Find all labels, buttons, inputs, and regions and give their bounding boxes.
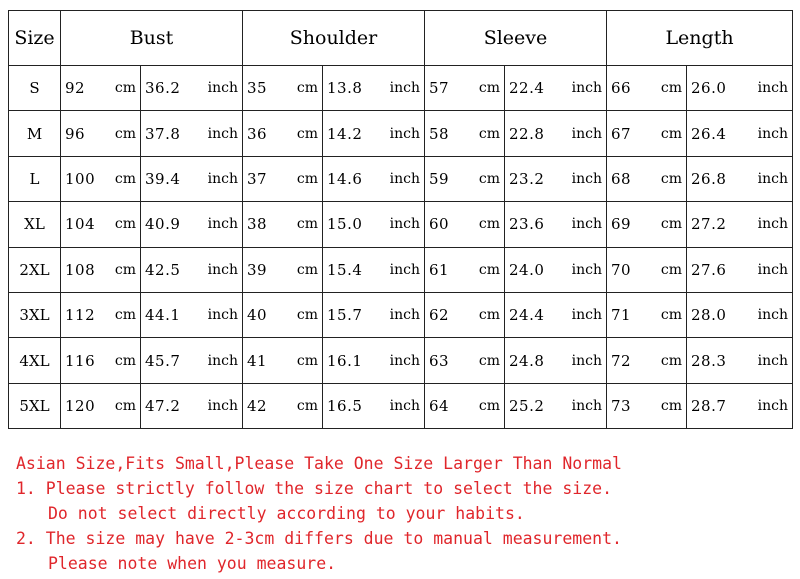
measure-unit: cm bbox=[296, 352, 318, 369]
measure-value: 57 bbox=[429, 79, 450, 98]
measure-cell-shoulder-in bbox=[323, 338, 425, 383]
measure-cell-sleeve-in bbox=[505, 247, 607, 292]
measure-value: 45.7 bbox=[145, 351, 181, 370]
measure-value: 24.0 bbox=[509, 260, 545, 279]
measure-unit: inch bbox=[389, 307, 420, 324]
measure-unit: inch bbox=[207, 261, 238, 278]
measure-unit: inch bbox=[207, 216, 238, 233]
measure-unit: cm bbox=[296, 80, 318, 97]
measure-value: 42.5 bbox=[145, 260, 181, 279]
measure-cell-sleeve-cm bbox=[425, 338, 505, 383]
measure-cell-bust-cm bbox=[61, 111, 141, 156]
measure-cell-bust-cm bbox=[61, 338, 141, 383]
header-sleeve: Sleeve bbox=[425, 11, 607, 66]
measure-cell-bust-in bbox=[141, 66, 243, 111]
measure-unit: cm bbox=[296, 125, 318, 142]
measure-value: 23.6 bbox=[509, 215, 545, 234]
measure-unit: inch bbox=[757, 307, 789, 324]
measure-unit: cm bbox=[660, 261, 682, 278]
measure-cell-shoulder-in bbox=[323, 383, 425, 428]
measure-cell-length-in bbox=[687, 111, 793, 156]
table-body bbox=[9, 66, 793, 429]
measure-cell-shoulder-cm bbox=[243, 383, 323, 428]
measure-value: 63 bbox=[429, 351, 450, 370]
size-label-cell: 2XL bbox=[9, 247, 61, 292]
header-size: Size bbox=[9, 11, 61, 66]
measure-value: 24.4 bbox=[509, 306, 545, 325]
measure-cell-length-cm bbox=[607, 202, 687, 247]
measure-unit: inch bbox=[389, 352, 420, 369]
measure-cell-shoulder-in bbox=[323, 247, 425, 292]
measure-cell-bust-cm bbox=[61, 383, 141, 428]
measure-cell-length-cm bbox=[607, 292, 687, 337]
size-table bbox=[8, 10, 793, 429]
measure-value: 66 bbox=[611, 79, 632, 98]
measure-unit: cm bbox=[114, 352, 136, 369]
measure-cell-bust-in bbox=[141, 292, 243, 337]
measure-cell-shoulder-cm bbox=[243, 247, 323, 292]
measure-unit: cm bbox=[660, 307, 682, 324]
measure-unit: inch bbox=[207, 125, 238, 142]
measure-cell-bust-in bbox=[141, 383, 243, 428]
measure-value: 44.1 bbox=[145, 306, 181, 325]
measure-value: 100 bbox=[65, 169, 96, 188]
measure-value: 60 bbox=[429, 215, 450, 234]
table-row bbox=[9, 383, 793, 428]
measure-cell-bust-cm bbox=[61, 292, 141, 337]
measure-cell-sleeve-cm bbox=[425, 66, 505, 111]
measure-value: 27.6 bbox=[691, 260, 727, 279]
measure-cell-shoulder-cm bbox=[243, 156, 323, 201]
header-shoulder: Shoulder bbox=[243, 11, 425, 66]
header-length: Length bbox=[607, 11, 793, 66]
measure-cell-bust-in bbox=[141, 338, 243, 383]
table-row bbox=[9, 338, 793, 383]
measure-value: 73 bbox=[611, 396, 632, 415]
measure-value: 16.1 bbox=[327, 351, 363, 370]
measure-value: 14.6 bbox=[327, 169, 363, 188]
measure-value: 28.7 bbox=[691, 396, 727, 415]
note-2-continued: Please note when you measure. bbox=[48, 554, 337, 573]
measure-cell-bust-cm bbox=[61, 247, 141, 292]
size-label-cell: M bbox=[9, 111, 61, 156]
measure-unit: inch bbox=[571, 307, 602, 324]
measure-unit: inch bbox=[207, 170, 238, 187]
measure-unit: inch bbox=[757, 80, 789, 97]
measure-unit: cm bbox=[296, 397, 318, 414]
measure-value: 38 bbox=[247, 215, 268, 234]
measure-cell-shoulder-cm bbox=[243, 66, 323, 111]
table-row bbox=[9, 292, 793, 337]
measure-unit: cm bbox=[478, 397, 500, 414]
measure-unit: cm bbox=[296, 307, 318, 324]
size-label-cell: 4XL bbox=[9, 338, 61, 383]
measure-value: 36.2 bbox=[145, 79, 181, 98]
measure-unit: cm bbox=[114, 397, 136, 414]
size-label-cell: L bbox=[9, 156, 61, 201]
measure-value: 67 bbox=[611, 124, 632, 143]
measure-unit: inch bbox=[389, 261, 420, 278]
measure-unit: inch bbox=[571, 216, 602, 233]
measure-unit: cm bbox=[296, 216, 318, 233]
measure-value: 28.0 bbox=[691, 306, 727, 325]
measure-unit: inch bbox=[571, 170, 602, 187]
measure-value: 61 bbox=[429, 260, 450, 279]
measure-unit: cm bbox=[478, 307, 500, 324]
measure-unit: cm bbox=[114, 261, 136, 278]
measure-cell-sleeve-in bbox=[505, 111, 607, 156]
measure-value: 37.8 bbox=[145, 124, 181, 143]
measure-unit: cm bbox=[478, 170, 500, 187]
table-row bbox=[9, 202, 793, 247]
measure-cell-length-in bbox=[687, 338, 793, 383]
measure-cell-bust-in bbox=[141, 247, 243, 292]
measure-unit: inch bbox=[207, 397, 238, 414]
measure-cell-sleeve-in bbox=[505, 338, 607, 383]
measure-value: 14.2 bbox=[327, 124, 363, 143]
note-1: 1. Please strictly follow the size chart to select the size. bbox=[16, 479, 613, 498]
measure-value: 15.0 bbox=[327, 215, 363, 234]
header-bust: Bust bbox=[61, 11, 243, 66]
measure-unit: inch bbox=[389, 125, 420, 142]
measure-value: 15.4 bbox=[327, 260, 363, 279]
measure-unit: inch bbox=[757, 125, 789, 142]
measure-value: 72 bbox=[611, 351, 632, 370]
measure-cell-bust-in bbox=[141, 202, 243, 247]
measure-unit: cm bbox=[478, 80, 500, 97]
measure-unit: cm bbox=[478, 261, 500, 278]
measure-unit: inch bbox=[757, 170, 789, 187]
measure-value: 40.9 bbox=[145, 215, 181, 234]
size-chart bbox=[8, 10, 792, 429]
table-row bbox=[9, 247, 793, 292]
measure-cell-shoulder-in bbox=[323, 111, 425, 156]
size-notes bbox=[16, 451, 786, 576]
measure-value: 25.2 bbox=[509, 396, 545, 415]
measure-unit: inch bbox=[389, 170, 420, 187]
measure-value: 15.7 bbox=[327, 306, 363, 325]
measure-cell-bust-cm bbox=[61, 66, 141, 111]
measure-cell-length-cm bbox=[607, 247, 687, 292]
measure-value: 92 bbox=[65, 79, 86, 98]
measure-value: 41 bbox=[247, 351, 268, 370]
measure-cell-shoulder-in bbox=[323, 202, 425, 247]
measure-cell-sleeve-in bbox=[505, 292, 607, 337]
measure-value: 16.5 bbox=[327, 396, 363, 415]
measure-cell-sleeve-cm bbox=[425, 247, 505, 292]
measure-unit: cm bbox=[660, 80, 682, 97]
measure-unit: cm bbox=[478, 352, 500, 369]
measure-cell-sleeve-in bbox=[505, 66, 607, 111]
measure-value: 69 bbox=[611, 215, 632, 234]
measure-cell-length-in bbox=[687, 247, 793, 292]
measure-unit: cm bbox=[660, 125, 682, 142]
measure-unit: cm bbox=[296, 170, 318, 187]
measure-value: 39.4 bbox=[145, 169, 181, 188]
note-2: 2. The size may have 2-3cm differs due to manual measurement. bbox=[16, 529, 622, 548]
measure-value: 70 bbox=[611, 260, 632, 279]
measure-cell-bust-cm bbox=[61, 202, 141, 247]
measure-cell-sleeve-in bbox=[505, 383, 607, 428]
measure-unit: inch bbox=[389, 397, 420, 414]
measure-value: 108 bbox=[65, 260, 96, 279]
measure-unit: cm bbox=[660, 397, 682, 414]
measure-cell-shoulder-cm bbox=[243, 292, 323, 337]
measure-unit: cm bbox=[114, 307, 136, 324]
measure-value: 68 bbox=[611, 169, 632, 188]
measure-unit: inch bbox=[757, 216, 789, 233]
measure-cell-sleeve-in bbox=[505, 202, 607, 247]
measure-value: 104 bbox=[65, 215, 96, 234]
measure-cell-length-in bbox=[687, 292, 793, 337]
measure-cell-shoulder-cm bbox=[243, 338, 323, 383]
measure-unit: cm bbox=[478, 216, 500, 233]
measure-cell-shoulder-cm bbox=[243, 202, 323, 247]
size-label-cell: 3XL bbox=[9, 292, 61, 337]
size-label-cell: XL bbox=[9, 202, 61, 247]
measure-unit: inch bbox=[207, 307, 238, 324]
measure-unit: inch bbox=[571, 261, 602, 278]
measure-value: 24.8 bbox=[509, 351, 545, 370]
measure-value: 116 bbox=[65, 351, 96, 370]
measure-cell-sleeve-cm bbox=[425, 156, 505, 201]
measure-value: 26.8 bbox=[691, 169, 727, 188]
measure-value: 71 bbox=[611, 306, 632, 325]
measure-unit: cm bbox=[114, 216, 136, 233]
measure-cell-shoulder-in bbox=[323, 156, 425, 201]
measure-unit: cm bbox=[114, 80, 136, 97]
measure-cell-length-cm bbox=[607, 383, 687, 428]
measure-value: 22.4 bbox=[509, 79, 545, 98]
measure-value: 23.2 bbox=[509, 169, 545, 188]
measure-unit: inch bbox=[571, 80, 602, 97]
measure-value: 120 bbox=[65, 396, 96, 415]
measure-unit: cm bbox=[114, 125, 136, 142]
measure-unit: inch bbox=[757, 397, 789, 414]
table-row bbox=[9, 66, 793, 111]
measure-cell-bust-in bbox=[141, 156, 243, 201]
measure-unit: inch bbox=[207, 80, 238, 97]
measure-cell-sleeve-cm bbox=[425, 383, 505, 428]
measure-cell-shoulder-cm bbox=[243, 111, 323, 156]
measure-value: 39 bbox=[247, 260, 268, 279]
measure-cell-sleeve-cm bbox=[425, 111, 505, 156]
measure-value: 58 bbox=[429, 124, 450, 143]
measure-cell-length-cm bbox=[607, 66, 687, 111]
measure-value: 28.3 bbox=[691, 351, 727, 370]
measure-cell-shoulder-in bbox=[323, 292, 425, 337]
measure-value: 112 bbox=[65, 306, 96, 325]
header-row bbox=[9, 11, 793, 66]
measure-value: 62 bbox=[429, 306, 450, 325]
measure-cell-length-cm bbox=[607, 338, 687, 383]
measure-cell-length-in bbox=[687, 66, 793, 111]
note-asian-size: Asian Size,Fits Small,Please Take One Size Larger Than Normal bbox=[16, 454, 622, 473]
measure-unit: cm bbox=[660, 352, 682, 369]
measure-value: 35 bbox=[247, 79, 268, 98]
measure-cell-length-in bbox=[687, 156, 793, 201]
measure-unit: cm bbox=[296, 261, 318, 278]
measure-unit: cm bbox=[660, 216, 682, 233]
measure-value: 47.2 bbox=[145, 396, 181, 415]
measure-unit: cm bbox=[660, 170, 682, 187]
measure-value: 26.4 bbox=[691, 124, 727, 143]
measure-value: 22.8 bbox=[509, 124, 545, 143]
measure-value: 13.8 bbox=[327, 79, 363, 98]
measure-value: 42 bbox=[247, 396, 268, 415]
measure-unit: inch bbox=[389, 216, 420, 233]
measure-cell-shoulder-in bbox=[323, 66, 425, 111]
measure-cell-sleeve-cm bbox=[425, 202, 505, 247]
measure-value: 40 bbox=[247, 306, 268, 325]
measure-cell-length-cm bbox=[607, 111, 687, 156]
size-label-cell: S bbox=[9, 66, 61, 111]
measure-unit: cm bbox=[114, 170, 136, 187]
measure-value: 37 bbox=[247, 169, 268, 188]
measure-value: 59 bbox=[429, 169, 450, 188]
measure-value: 64 bbox=[429, 396, 450, 415]
measure-value: 96 bbox=[65, 124, 86, 143]
measure-unit: cm bbox=[478, 125, 500, 142]
measure-cell-length-cm bbox=[607, 156, 687, 201]
measure-value: 27.2 bbox=[691, 215, 727, 234]
measure-cell-length-in bbox=[687, 202, 793, 247]
table-row bbox=[9, 156, 793, 201]
table-row bbox=[9, 111, 793, 156]
measure-value: 36 bbox=[247, 124, 268, 143]
measure-cell-bust-in bbox=[141, 111, 243, 156]
measure-unit: inch bbox=[571, 352, 602, 369]
measure-unit: inch bbox=[757, 352, 789, 369]
measure-cell-sleeve-cm bbox=[425, 292, 505, 337]
measure-cell-length-in bbox=[687, 383, 793, 428]
size-label-cell: 5XL bbox=[9, 383, 61, 428]
measure-unit: inch bbox=[757, 261, 789, 278]
measure-cell-sleeve-in bbox=[505, 156, 607, 201]
measure-unit: inch bbox=[389, 80, 420, 97]
note-1-continued: Do not select directly according to your habits. bbox=[48, 504, 525, 523]
measure-unit: inch bbox=[571, 397, 602, 414]
measure-value: 26.0 bbox=[691, 79, 727, 98]
measure-unit: inch bbox=[207, 352, 238, 369]
measure-cell-bust-cm bbox=[61, 156, 141, 201]
measure-unit: inch bbox=[571, 125, 602, 142]
